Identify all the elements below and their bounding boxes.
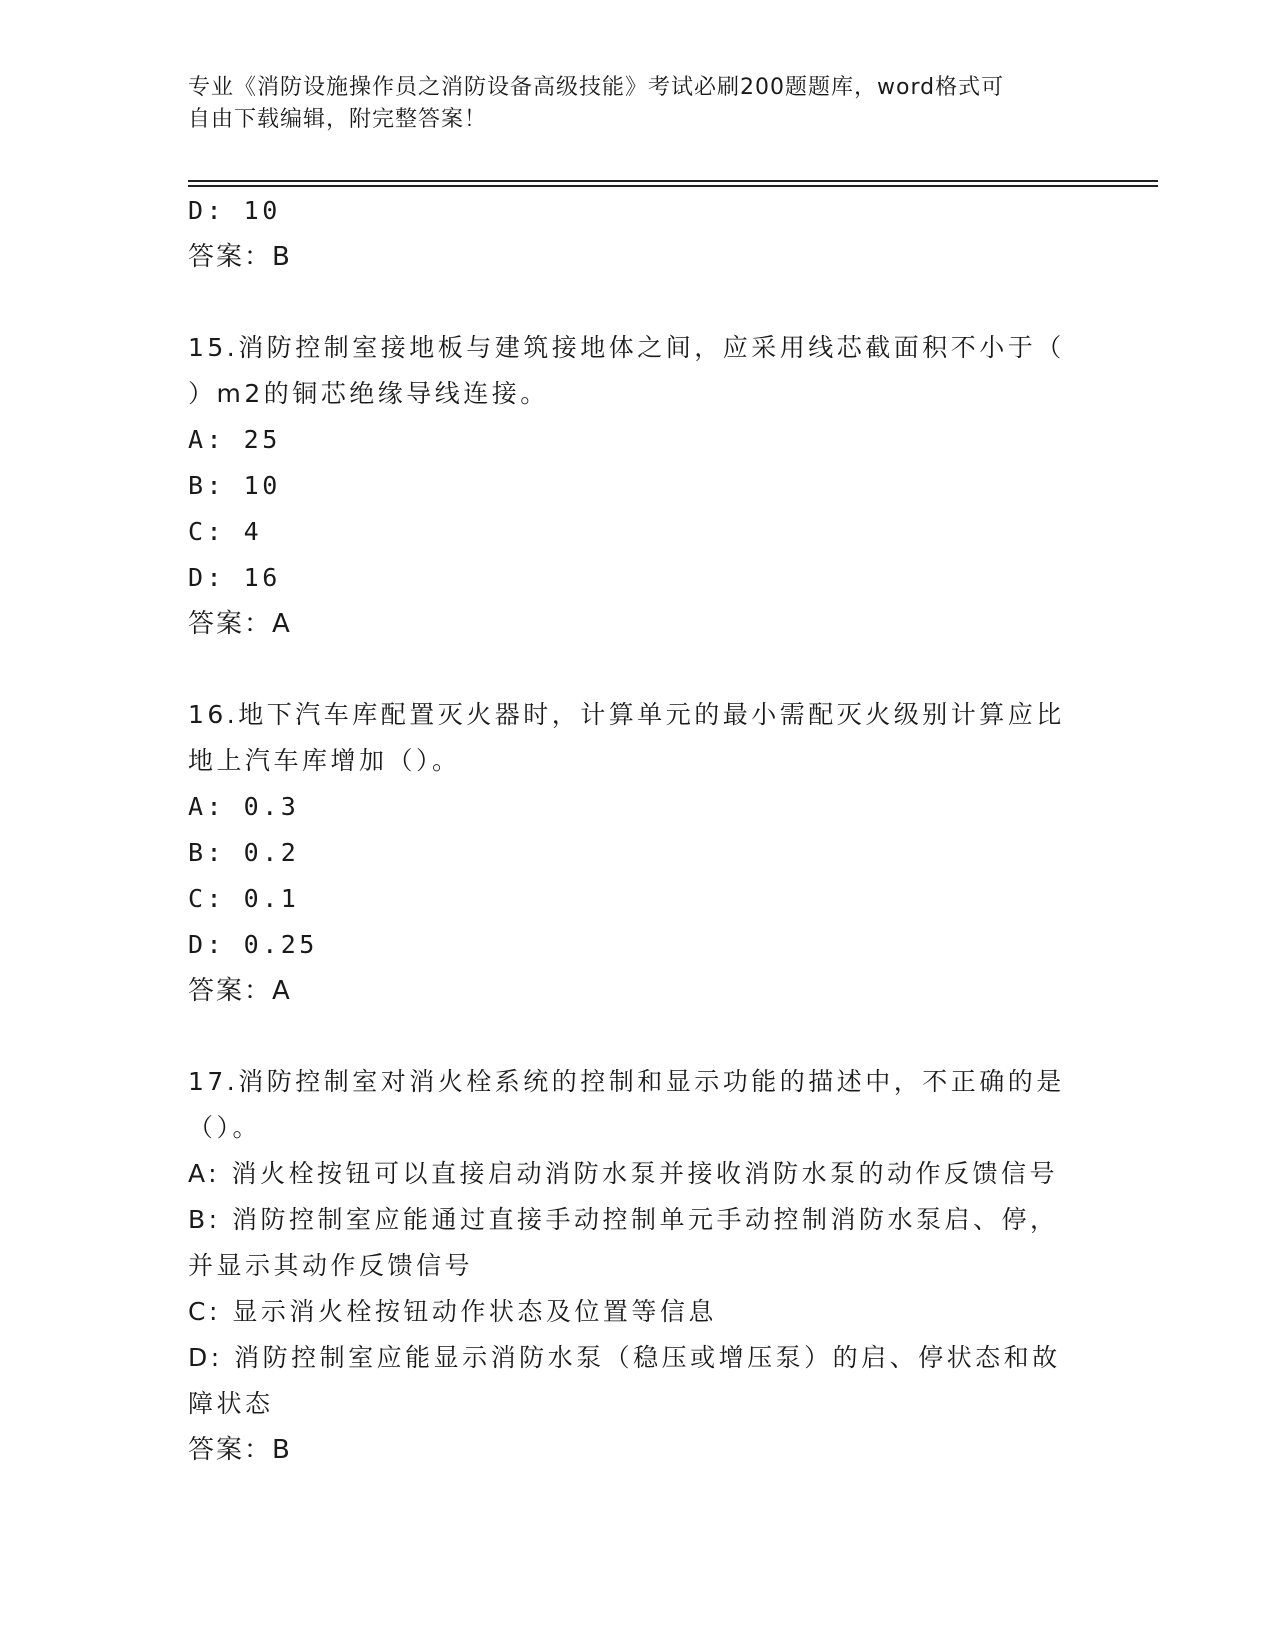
question-stem-line: 17.消防控制室对消火栓系统的控制和显示功能的描述中，不正确的是	[188, 1067, 1065, 1096]
header-line-2: 自由下载编辑，附完整答案！	[188, 107, 488, 132]
option-a: A: 25	[188, 425, 281, 454]
option-c: C: 0.1	[188, 884, 300, 913]
question-stem-line: （）。	[188, 1113, 262, 1142]
prev-question-option-d: D: 10	[188, 196, 281, 225]
option-a: A: 0.3	[188, 792, 300, 821]
question-stem-line: 地上汽车库增加（）。	[188, 746, 461, 775]
option-c: C: 显示消火栓按钮动作状态及位置等信息	[188, 1297, 717, 1326]
question-16	[188, 692, 1088, 1014]
option-b-continued: 并显示其动作反馈信号	[188, 1251, 474, 1280]
question-answer: 答案：A	[188, 609, 292, 639]
question-answer: 答案：B	[188, 1435, 292, 1465]
spacer	[188, 280, 1088, 325]
document-header	[188, 72, 1068, 136]
option-b: B: 10	[188, 471, 281, 500]
header-line-1: 专业《消防设施操作员之消防设备高级技能》考试必刷200题题库，word格式可	[188, 75, 1005, 100]
option-d: D: 16	[188, 563, 281, 592]
option-b: B: 消防控制室应能通过直接手动控制单元手动控制消防水泵启、停，	[188, 1205, 1059, 1234]
option-d-continued: 障状态	[188, 1389, 274, 1418]
document-body	[188, 188, 1088, 1473]
option-d: D: 0.25	[188, 930, 318, 959]
option-a: A: 消火栓按钮可以直接启动消防水泵并接收消防水泵的动作反馈信号	[188, 1159, 1059, 1188]
spacer	[188, 647, 1088, 692]
question-answer: 答案：A	[188, 976, 292, 1006]
question-stem-line: 16.地下汽车库配置灭火器时，计算单元的最小需配灭火级别计算应比	[188, 700, 1065, 729]
question-17	[188, 1059, 1088, 1473]
question-15	[188, 325, 1088, 647]
question-stem-line: ）m2的铜芯绝缘导线连接。	[188, 379, 549, 408]
header-rule-bottom	[188, 185, 1158, 187]
prev-question-answer: 答案：B	[188, 242, 292, 272]
option-b: B: 0.2	[188, 838, 300, 867]
header-rule-top	[188, 180, 1158, 182]
spacer	[188, 1014, 1088, 1059]
option-d: D: 消防控制室应能显示消防水泵（稳压或增压泵）的启、停状态和故	[188, 1343, 1061, 1372]
question-stem-line: 15.消防控制室接地板与建筑接地体之间，应采用线芯截面积不小于（	[188, 333, 1065, 362]
option-c: C: 4	[188, 517, 263, 546]
